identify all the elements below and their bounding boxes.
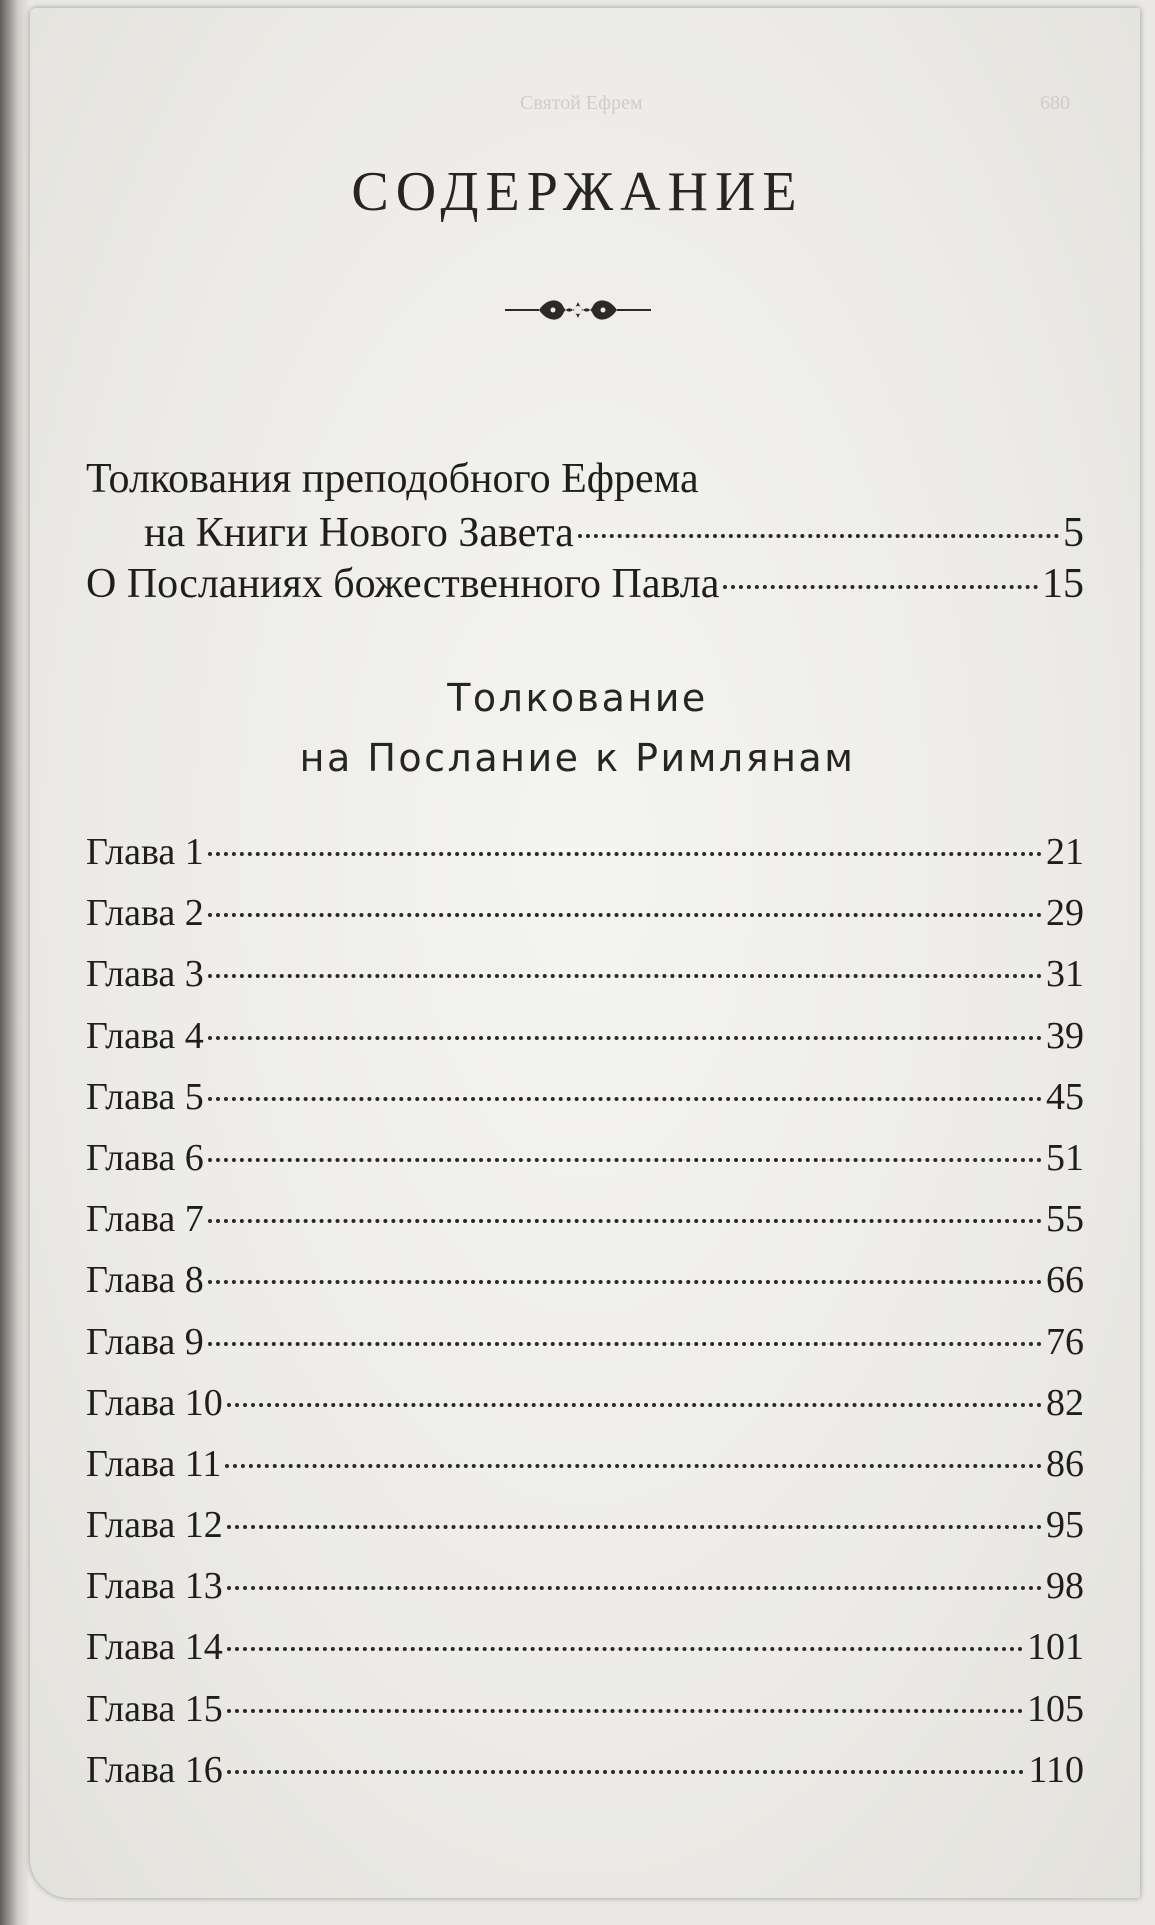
chapter-list <box>86 822 1084 1801</box>
dot-leader <box>227 1647 1023 1651</box>
chapter-page-number: 82 <box>1046 1381 1084 1424</box>
chapter-page-number: 51 <box>1046 1136 1084 1179</box>
running-head: Святой Ефрем <box>520 92 643 114</box>
chapter-label: Глава 2 <box>86 892 204 935</box>
dot-leader <box>227 1586 1042 1590</box>
chapter-label: Глава 13 <box>86 1565 223 1608</box>
dot-leader <box>578 534 1059 538</box>
chapter-page-number: 110 <box>1028 1748 1084 1791</box>
toc-entry-commentaries[interactable] <box>86 452 1084 560</box>
dot-leader <box>225 1464 1042 1468</box>
dot-leader <box>227 1403 1042 1407</box>
chapter-entry[interactable] <box>86 1250 1084 1311</box>
chapter-page-number: 66 <box>1046 1259 1084 1302</box>
chapter-entry[interactable] <box>86 1679 1084 1740</box>
section-heading-line2: на Послание к Римлянам <box>299 736 856 780</box>
chapter-label: Глава 5 <box>86 1075 204 1118</box>
chapter-entry[interactable] <box>86 1067 1084 1128</box>
chapter-entry[interactable] <box>86 822 1084 883</box>
dot-leader <box>227 1525 1042 1529</box>
dot-leader <box>208 1158 1042 1162</box>
chapter-label: Глава 9 <box>86 1320 204 1363</box>
dot-leader <box>208 974 1042 978</box>
fleuron-ornament-icon <box>0 290 1155 330</box>
chapter-entry[interactable] <box>86 1006 1084 1067</box>
chapter-page-number: 105 <box>1027 1687 1084 1730</box>
dot-leader <box>208 1219 1042 1223</box>
chapter-page-number: 76 <box>1046 1320 1084 1363</box>
chapter-label: Глава 7 <box>86 1198 204 1241</box>
toc-page-number: 5 <box>1063 510 1084 556</box>
chapter-page-number: 95 <box>1046 1504 1084 1547</box>
toc-entry-label-line1: Толкования преподобного Ефрема <box>86 456 699 502</box>
chapter-page-number: 86 <box>1046 1442 1084 1485</box>
chapter-entry[interactable] <box>86 1373 1084 1434</box>
chapter-label: Глава 4 <box>86 1014 204 1057</box>
toc-entry-label-line2: на Книги Нового Завета <box>144 510 574 556</box>
chapter-entry[interactable] <box>86 1556 1084 1617</box>
dot-leader <box>723 585 1038 589</box>
dot-leader <box>227 1770 1025 1774</box>
chapter-entry[interactable] <box>86 944 1084 1005</box>
toc-entry-row <box>86 506 1084 560</box>
chapter-label: Глава 11 <box>86 1442 222 1485</box>
toc-entry-pauline-epistles[interactable] <box>86 557 1084 611</box>
chapter-page-number: 31 <box>1046 953 1084 996</box>
dot-leader <box>208 1342 1042 1346</box>
section-heading <box>0 668 1155 788</box>
chapter-page-number: 101 <box>1027 1626 1084 1669</box>
chapter-entry[interactable] <box>86 1312 1084 1373</box>
toc-entry-label: О Посланиях божественного Павла <box>86 561 720 607</box>
chapter-label: Глава 10 <box>86 1381 223 1424</box>
chapter-entry[interactable] <box>86 1189 1084 1250</box>
chapter-entry[interactable] <box>86 1740 1084 1801</box>
dot-leader <box>208 852 1042 856</box>
chapter-label: Глава 6 <box>86 1136 204 1179</box>
chapter-entry[interactable] <box>86 1495 1084 1556</box>
dot-leader <box>208 1097 1042 1101</box>
toc-page-number: 15 <box>1042 561 1084 607</box>
chapter-entry[interactable] <box>86 1434 1084 1495</box>
chapter-label: Глава 1 <box>86 831 204 873</box>
chapter-label: Глава 14 <box>86 1626 223 1669</box>
chapter-page-number: 39 <box>1046 1014 1084 1057</box>
chapter-label: Глава 8 <box>86 1259 204 1302</box>
chapter-label: Глава 16 <box>86 1748 223 1791</box>
chapter-entry[interactable] <box>86 1617 1084 1678</box>
chapter-page-number: 55 <box>1046 1198 1084 1241</box>
chapter-label: Глава 3 <box>86 953 204 996</box>
dot-leader <box>227 1709 1023 1713</box>
chapter-page-number: 29 <box>1046 892 1084 935</box>
running-page-number: 680 <box>1040 92 1070 114</box>
page-title: СОДЕРЖАНИЕ <box>351 161 804 223</box>
chapter-label: Глава 15 <box>86 1687 223 1730</box>
chapter-page-number: 45 <box>1046 1075 1084 1118</box>
dot-leader <box>208 913 1042 917</box>
chapter-entry[interactable] <box>86 1128 1084 1189</box>
dot-leader <box>208 1280 1042 1284</box>
toc-entry-row <box>86 557 1084 611</box>
section-heading-line1: Толкование <box>447 676 708 720</box>
chapter-entry[interactable] <box>86 883 1084 944</box>
chapter-label: Глава 12 <box>86 1504 223 1547</box>
dot-leader <box>208 1036 1042 1040</box>
chapter-page-number: 21 <box>1046 831 1084 873</box>
chapter-page-number: 98 <box>1046 1565 1084 1608</box>
